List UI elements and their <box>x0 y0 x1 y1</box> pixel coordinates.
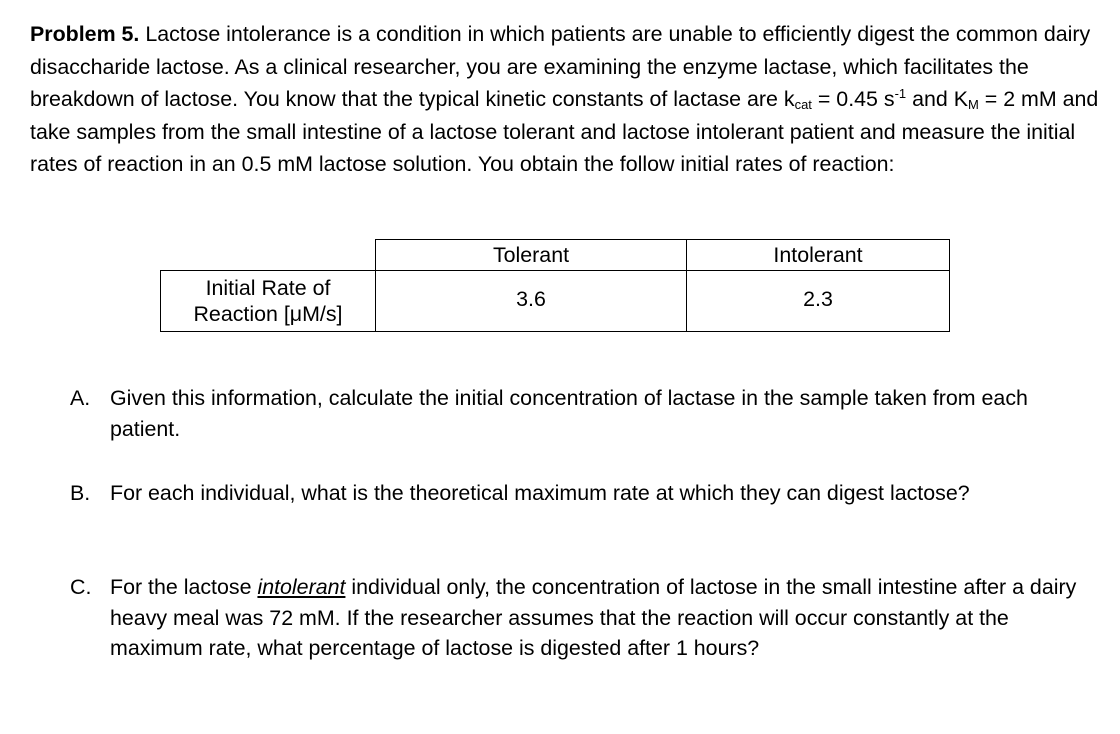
tolerant-rate-value: 3.6 <box>376 271 687 332</box>
row-label-line-1: Initial Rate of <box>205 276 331 300</box>
reaction-rate-table <box>160 239 950 332</box>
intro-text-3: and K <box>906 87 968 112</box>
table-row-label <box>161 271 376 332</box>
intro-text-4: = 2 mM and take samples from the small intestine of a lactose tolerant and lactose intolerant patient and measure the initial rates of reaction in an 0.5 mM lactose solution. You obtain the follow initial rates of reaction: <box>30 87 1099 177</box>
question-b <box>70 478 1080 509</box>
km-subscript: M <box>967 97 979 113</box>
question-c-text-before: For the lactose <box>110 575 258 599</box>
table-header-intolerant: Intolerant <box>687 240 950 271</box>
row-label-line-2: Reaction [μM/s] <box>193 302 343 326</box>
question-a-text: Given this information, calculate the initial concentration of lactase in the sample taken from each patient. <box>110 386 1028 441</box>
problem-intro <box>30 18 1100 181</box>
question-c-emphasis: intolerant <box>257 575 346 599</box>
question-a <box>70 383 1080 444</box>
kcat-subscript: cat <box>794 97 812 113</box>
table-corner-blank <box>161 240 376 271</box>
table-header-row <box>161 240 950 271</box>
question-c-letter: C. <box>70 575 92 599</box>
table-row <box>161 271 950 332</box>
question-c-text-after: individual only, the concentration of lactose in the small intestine after a dairy heavy meal was 72 mM. If the researcher assumes that the reaction will occur constantly at the maximum rate, what percentage of lactose is digested after 1 hours? <box>110 575 1077 660</box>
question-a-letter: A. <box>70 386 91 410</box>
question-b-letter: B. <box>70 481 91 505</box>
inverse-second-superscript: -1 <box>894 86 907 102</box>
intro-text-1: Lactose intolerance is a condition in which patients are unable to efficiently digest the common dairy disaccharide lactose. As a clinical researcher, you are examining the enzyme lactase, which facilitates the breakdown of lactose. You know that the typical kinetic constants of lactase are k <box>30 22 1091 112</box>
intro-text-2: = 0.45 s <box>811 87 895 112</box>
question-b-text: For each individual, what is the theoretical maximum rate at which they can digest lactose? <box>110 481 970 505</box>
intolerant-rate-value: 2.3 <box>687 271 950 332</box>
question-c-text <box>110 572 1080 664</box>
problem-heading: Problem 5. <box>30 22 140 46</box>
table-header-tolerant: Tolerant <box>376 240 687 271</box>
question-c <box>70 572 1080 664</box>
